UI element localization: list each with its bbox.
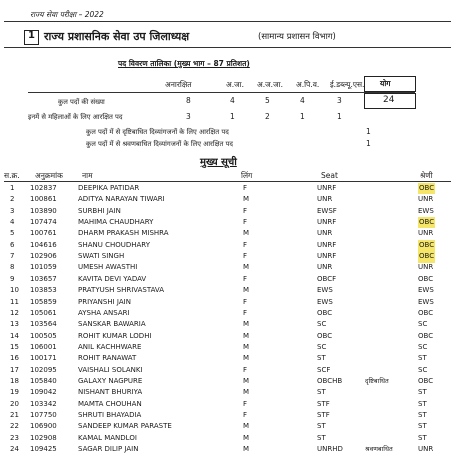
row-name: SANDEEP KUMAR PARASTE	[78, 422, 172, 431]
row-roll: 103657	[30, 274, 57, 283]
table-row	[0, 444, 455, 455]
row-sno: 21	[10, 411, 19, 419]
table-row	[0, 387, 455, 398]
row-name: KAVITA DEVI YADAV	[78, 274, 147, 283]
row-seat: OBC	[317, 308, 333, 317]
row-name: SURBHI JAIN	[78, 206, 121, 215]
row-category: UNR	[418, 263, 434, 272]
row-seat: STF	[317, 399, 330, 408]
summary-total-obc: 4	[300, 96, 305, 105]
row-category: UNR	[418, 195, 434, 204]
row-category: ST	[418, 388, 427, 397]
col-header-name: नाम	[82, 171, 93, 180]
summary-women-st: 2	[265, 112, 270, 121]
summary-hearing-value: 1	[366, 139, 371, 148]
summary-heading: पद विवरण तालिका (मुख्य भाग – 87 प्रतिशत)	[118, 59, 250, 68]
row-gender: M	[243, 354, 250, 363]
row-seat: OBC	[317, 331, 333, 340]
row-roll: 102908	[30, 433, 57, 442]
row-sno: 24	[10, 445, 19, 454]
row-roll: 104616	[30, 240, 57, 249]
row-gender: F	[243, 308, 248, 317]
row-name: VAISHALI SOLANKI	[78, 365, 143, 374]
row-gender: M	[243, 263, 250, 272]
row-roll: 103853	[30, 286, 57, 295]
summary-women-label: इनमें से महिलाओं के लिए आरक्षित पद	[28, 113, 123, 121]
row-name: ANIL KACHHWARE	[78, 342, 142, 351]
list-title: मुख्य सूची	[200, 157, 237, 168]
row-name: SWATI SINGH	[78, 252, 125, 261]
table-row	[0, 251, 455, 262]
row-seat: EWSF	[317, 206, 337, 215]
row-category: SC	[418, 365, 428, 374]
table-row	[0, 410, 455, 421]
row-gender: M	[243, 376, 250, 385]
row-category: OBC	[418, 183, 435, 194]
row-seat: UNR	[317, 263, 333, 272]
row-sno: 11	[10, 297, 19, 306]
row-seat: EWS	[317, 297, 333, 306]
row-gender: F	[243, 252, 248, 261]
row-name: PRIYANSHI JAIN	[78, 297, 131, 306]
row-sno: 16	[10, 354, 19, 363]
post-title: राज्य प्रशासनिक सेवा उप जिलाध्यक्ष	[44, 30, 190, 43]
row-category: OBC	[418, 376, 434, 385]
row-seat: SCF	[317, 365, 331, 374]
table-row	[0, 217, 455, 228]
row-name: KAMAL MANDLOI	[78, 433, 137, 442]
exam-title: राज्य सेवा परीक्षा – 2022	[30, 10, 104, 19]
summary-total-unreserved: 8	[186, 96, 191, 105]
table-row	[0, 433, 455, 444]
table-row	[0, 206, 455, 217]
table-row	[0, 319, 455, 330]
summary-col-obc: अ.पि.व.	[296, 80, 320, 89]
row-sno: 23	[10, 433, 19, 442]
row-sno: 4	[10, 218, 15, 227]
row-seat: UNR	[317, 195, 333, 204]
summary-total-grand: 24	[383, 95, 395, 105]
row-sno: 5	[10, 229, 15, 238]
row-name: ROHIT RANAWAT	[78, 354, 137, 363]
row-gender: M	[243, 286, 250, 295]
row-sno: 3	[10, 206, 15, 215]
row-name: MAHIMA CHAUDHARY	[78, 218, 154, 227]
summary-col-st: अ.ज.जा.	[257, 80, 283, 89]
row-roll: 106001	[30, 342, 57, 351]
row-roll: 100171	[30, 354, 57, 363]
col-header-sno: स.क्र.	[4, 171, 20, 180]
table-row	[0, 308, 455, 319]
row-remark: दृष्टिबाधित	[365, 376, 389, 385]
row-gender: F	[243, 399, 248, 408]
row-name: SAGAR DILIP JAIN	[78, 445, 139, 454]
row-sno: 12	[10, 308, 19, 317]
row-seat: SC	[317, 342, 327, 351]
table-row	[0, 353, 455, 364]
row-remark: श्रवणबाधित	[365, 445, 393, 454]
summary-col-ews: ई.डब्ल्यू.एस.	[330, 80, 365, 89]
row-roll: 106900	[30, 422, 57, 431]
summary-total-st: 5	[265, 96, 270, 105]
table-row	[0, 376, 455, 387]
row-name: DEEPIKA PATIDAR	[78, 184, 140, 192]
row-roll: 105859	[30, 297, 57, 306]
row-roll: 100761	[30, 229, 57, 238]
row-seat: OBCF	[317, 274, 337, 283]
row-gender: M	[243, 342, 250, 351]
row-sno: 9	[10, 274, 15, 283]
table-row	[0, 342, 455, 353]
table-row	[0, 183, 455, 194]
table-row	[0, 297, 455, 308]
row-sno: 7	[10, 252, 15, 261]
row-sno: 6	[10, 240, 15, 249]
row-name: NISHANT BHURIYA	[78, 388, 143, 397]
summary-women-obc: 1	[300, 112, 305, 121]
row-gender: M	[243, 331, 250, 340]
row-category: OBC	[418, 331, 434, 340]
col-header-roll: अनुक्रमांक	[35, 171, 63, 180]
row-gender: M	[243, 433, 250, 442]
row-gender: F	[243, 184, 248, 192]
row-name: ADITYA NARAYAN TIWARI	[78, 195, 165, 204]
row-sno: 18	[10, 376, 19, 385]
header-rule-top	[4, 21, 451, 22]
row-category: EWS	[418, 286, 434, 295]
row-seat: UNR	[317, 229, 333, 238]
row-category: OBC	[418, 217, 435, 228]
row-category: OBC	[418, 274, 434, 283]
row-roll: 103564	[30, 320, 57, 329]
col-header-category: श्रेणी	[420, 171, 433, 180]
row-category: EWS	[418, 206, 434, 215]
row-category: ST	[418, 399, 427, 408]
row-gender: M	[243, 195, 250, 204]
row-seat: STF	[317, 411, 330, 419]
row-category: ST	[418, 354, 427, 363]
row-category: ST	[418, 411, 427, 419]
row-gender: F	[243, 206, 248, 215]
col-header-gender: लिंग	[241, 171, 253, 180]
row-category: UNR	[418, 445, 434, 454]
list-header-rule	[4, 181, 451, 182]
row-seat: ST	[317, 422, 326, 431]
row-name: GALAXY NAGPURE	[78, 376, 143, 385]
row-seat: UNRF	[317, 184, 337, 192]
post-number: 1	[28, 30, 35, 41]
row-category: OBC	[418, 251, 435, 262]
row-gender: M	[243, 320, 250, 329]
row-sno: 22	[10, 422, 19, 431]
row-gender: F	[243, 218, 248, 227]
row-name: ROHIT KUMAR LODHI	[78, 331, 152, 340]
header-rule-bottom	[4, 47, 451, 48]
table-row	[0, 399, 455, 410]
row-sno: 10	[10, 286, 19, 295]
summary-col-total: योग	[380, 79, 391, 88]
row-name: SHRUTI BHAYADIA	[78, 411, 142, 419]
row-roll: 103342	[30, 399, 57, 408]
summary-col-unreserved: अनारक्षित	[165, 80, 192, 89]
row-roll: 102095	[30, 365, 57, 374]
summary-visual-value: 1	[366, 127, 371, 136]
row-gender: F	[243, 365, 248, 374]
row-roll: 102906	[30, 252, 57, 261]
row-name: SHANU CHOUDHARY	[78, 240, 150, 249]
col-header-seat: Seat	[321, 171, 338, 180]
row-gender: F	[243, 240, 248, 249]
row-seat: UNRF	[317, 240, 337, 249]
summary-col-sc: अ.जा.	[226, 80, 245, 89]
row-sno: 19	[10, 388, 19, 397]
table-row	[0, 421, 455, 432]
row-roll: 109425	[30, 445, 57, 454]
table-row	[0, 194, 455, 205]
summary-women-sc: 1	[230, 112, 235, 121]
table-row	[0, 240, 455, 251]
row-sno: 8	[10, 263, 15, 272]
summary-women-unreserved: 3	[186, 112, 191, 121]
row-roll: 107474	[30, 218, 57, 227]
row-roll: 109042	[30, 388, 57, 397]
row-sno: 17	[10, 365, 19, 374]
row-sno: 20	[10, 399, 19, 408]
row-seat: ST	[317, 388, 326, 397]
row-name: AYSHA ANSARI	[78, 308, 130, 317]
row-seat: UNRF	[317, 252, 337, 261]
summary-total-label: कुल पदों की संख्या	[58, 98, 105, 106]
row-name: DHARM PRAKASH MISHRA	[78, 229, 169, 238]
row-category: UNR	[418, 229, 434, 238]
row-gender: M	[243, 229, 250, 238]
row-seat: UNRF	[317, 218, 337, 227]
row-sno: 15	[10, 342, 19, 351]
row-gender: F	[243, 274, 248, 283]
row-roll: 105840	[30, 376, 57, 385]
summary-total-ews: 3	[337, 96, 342, 105]
row-category: EWS	[418, 297, 434, 306]
row-gender: M	[243, 445, 250, 454]
row-roll: 107750	[30, 411, 57, 419]
summary-women-ews: 1	[337, 112, 342, 121]
table-row	[0, 365, 455, 376]
row-seat: OBCHB	[317, 376, 343, 385]
table-row	[0, 331, 455, 342]
row-category: ST	[418, 433, 427, 442]
row-gender: M	[243, 388, 250, 397]
row-roll: 100505	[30, 331, 57, 340]
row-name: SANSKAR BAWARIA	[78, 320, 146, 329]
row-roll: 101059	[30, 263, 57, 272]
summary-hearing-label: कुल पदों में से श्रवणबाधित दिव्यांगजनों के लिए आरक्षित पद	[86, 140, 233, 148]
row-roll: 102837	[30, 184, 57, 192]
row-gender: F	[243, 297, 248, 306]
table-row	[0, 228, 455, 239]
summary-total-sc: 4	[230, 96, 235, 105]
row-roll: 103890	[30, 206, 57, 215]
row-sno: 14	[10, 331, 19, 340]
row-seat: UNRHD	[317, 445, 343, 454]
table-row	[0, 274, 455, 285]
row-category: SC	[418, 320, 428, 329]
summary-visual-label: कुल पदों में से दृष्टिबाधित दिव्यांगजनों के लिए आरक्षित पद	[86, 128, 229, 136]
row-seat: EWS	[317, 286, 333, 295]
row-sno: 1	[10, 184, 15, 192]
row-name: PRATYUSH SHRIVASTAVA	[78, 286, 165, 295]
row-category: ST	[418, 422, 427, 431]
row-name: MAMTA CHOUHAN	[78, 399, 142, 408]
row-gender: M	[243, 422, 250, 431]
row-category: OBC	[418, 308, 434, 317]
post-subtitle: (सामान्य प्रशासन विभाग)	[258, 32, 336, 42]
row-seat: ST	[317, 354, 326, 363]
table-row	[0, 285, 455, 296]
row-category: SC	[418, 342, 428, 351]
row-sno: 13	[10, 320, 19, 329]
summary-rule	[28, 92, 415, 93]
row-roll: 105061	[30, 308, 57, 317]
row-seat: SC	[317, 320, 327, 329]
row-sno: 2	[10, 195, 15, 204]
table-row	[0, 262, 455, 273]
row-seat: ST	[317, 433, 326, 442]
row-category: OBC	[418, 240, 435, 251]
row-name: UMESH AWASTHI	[78, 263, 138, 272]
row-roll: 100861	[30, 195, 57, 204]
row-gender: F	[243, 411, 248, 419]
